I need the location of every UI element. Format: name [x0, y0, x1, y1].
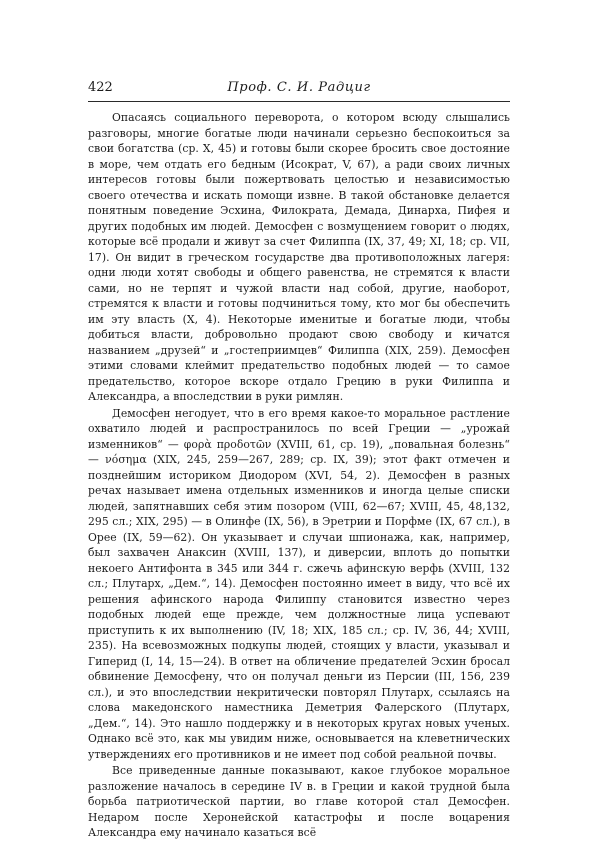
paragraph-3: Все приведенные данные показывают, какое глубокое моральное разложение началось в середине IV в. в Греции и какой трудной была борьба патриотической партии, во главе которой стал Демосфен. Недаром после Херонейской катастрофы и после воцарения Александра ему начинало казаться всё: [88, 764, 510, 839]
running-title: Проф. С. И. Радциг: [227, 80, 371, 95]
body-text: [88, 110, 510, 841]
page-header: [88, 80, 510, 102]
paragraph-2: Демосфен негодует, что в его время какое-то моральное растление охватило людей и распространилось по всей Греции — „урожай изменников“ — φορὰ προδοτῶν (XVIII, 61, ср. 19), „повальная болезнь“ — νόσημα (XIX, 245, 259—267, 289; ср. IX, 39); этот факт отмечен и позднейшим историком Диодором (XVI, 54, 2). Демосфен в разных речах называет имена отдельных изменников и иногда целые списки людей, запятнавших себя этим позором (VIII, 62—67; XVIII, 45, 48,132, 295 сл.; XIX, 295) — в Олинфе (IX, 56), в Эретрии и Порфме (IX, 67 сл.), в Орее (IX, 59—62). Он указывает и случаи шпионажа, как, например, был захвачен Анаксин (XVIII, 137), и диверсии, вплоть до попытки некоего Антифонта в 345 или 344 г. сжечь афинскую верфь (XVIII, 132 сл.; Плутарх, „Дем.“, 14). Демосфен постоянно имеет в виду, что всё их решения афинского народа Филиппу становится известно через подобных людей еще прежде, чем должностные лица успевают приступить к их выполнению (IV, 18; XIX, 185 сл.; ср. IV, 36, 44; XVIII, 235). На всевозможных подкупы людей, стоящих у власти, указывал и Гиперид (I, 14, 15—24). В ответ на обличение предателей Эсхин бросал обвинение Демосфену, что он получал деньги из Персии (III, 156, 239 сл.), и это впоследствии некритически повторял Плутарх, ссылаясь на слова македонского наместника Деметрия Фалерского (Плутарх, „Дем.“, 14). Это нашло поддержку и в некоторых кругах новых ученых. Однако всё это, как мы увидим ниже, основывается на клеветнических утверждениях его противников и не имеет под собой реальной почвы.: [88, 406, 510, 761]
page-number: 422: [88, 80, 113, 95]
paragraph-1: Опасаясь социального переворота, о котором всюду слышались разговоры, многие богатые люди начинали серьезно беспокоиться за свои богатства (ср. X, 45) и готовы были скорее бросить свое достояние в море, чем отдать его бедным (Исократ, V, 67), а ради своих личных интересов готовы были пожертвовать целостью и независимостью своего отечества и искать помощи извне. В такой обстановке делается понятным поведение Эсхина, Филократа, Демада, Динарха, Пифея и других подобных им людей. Демосфен с возмущением говорит о людях, которые всё продали и живут за счет Филиппа (IX, 37, 49; XI, 18; ср. VII, 17). Он видит в греческом государстве два противоположных лагеря: одни люди хотят свободы и общего равенства, не стремятся к власти сами, но не терпят и чужой власти над собой, другие, наоборот, стремятся к власти и готовы подчиниться тому, кто мог бы обеспечить им эту власть (X, 4). Некоторые именитые и богатые люди, чтобы добиться власти, добровольно продают свою свободу и кичатся названием „друзей“ и „гостеприимцев“ Филиппа (XIX, 259). Демосфен этими словами клеймит предательство подобных людей — то самое предательство, которое вскоре отдало Грецию в руки Филиппа и Александра, а впоследствии в руки римлян.: [88, 111, 510, 403]
header-rule: [88, 101, 510, 102]
